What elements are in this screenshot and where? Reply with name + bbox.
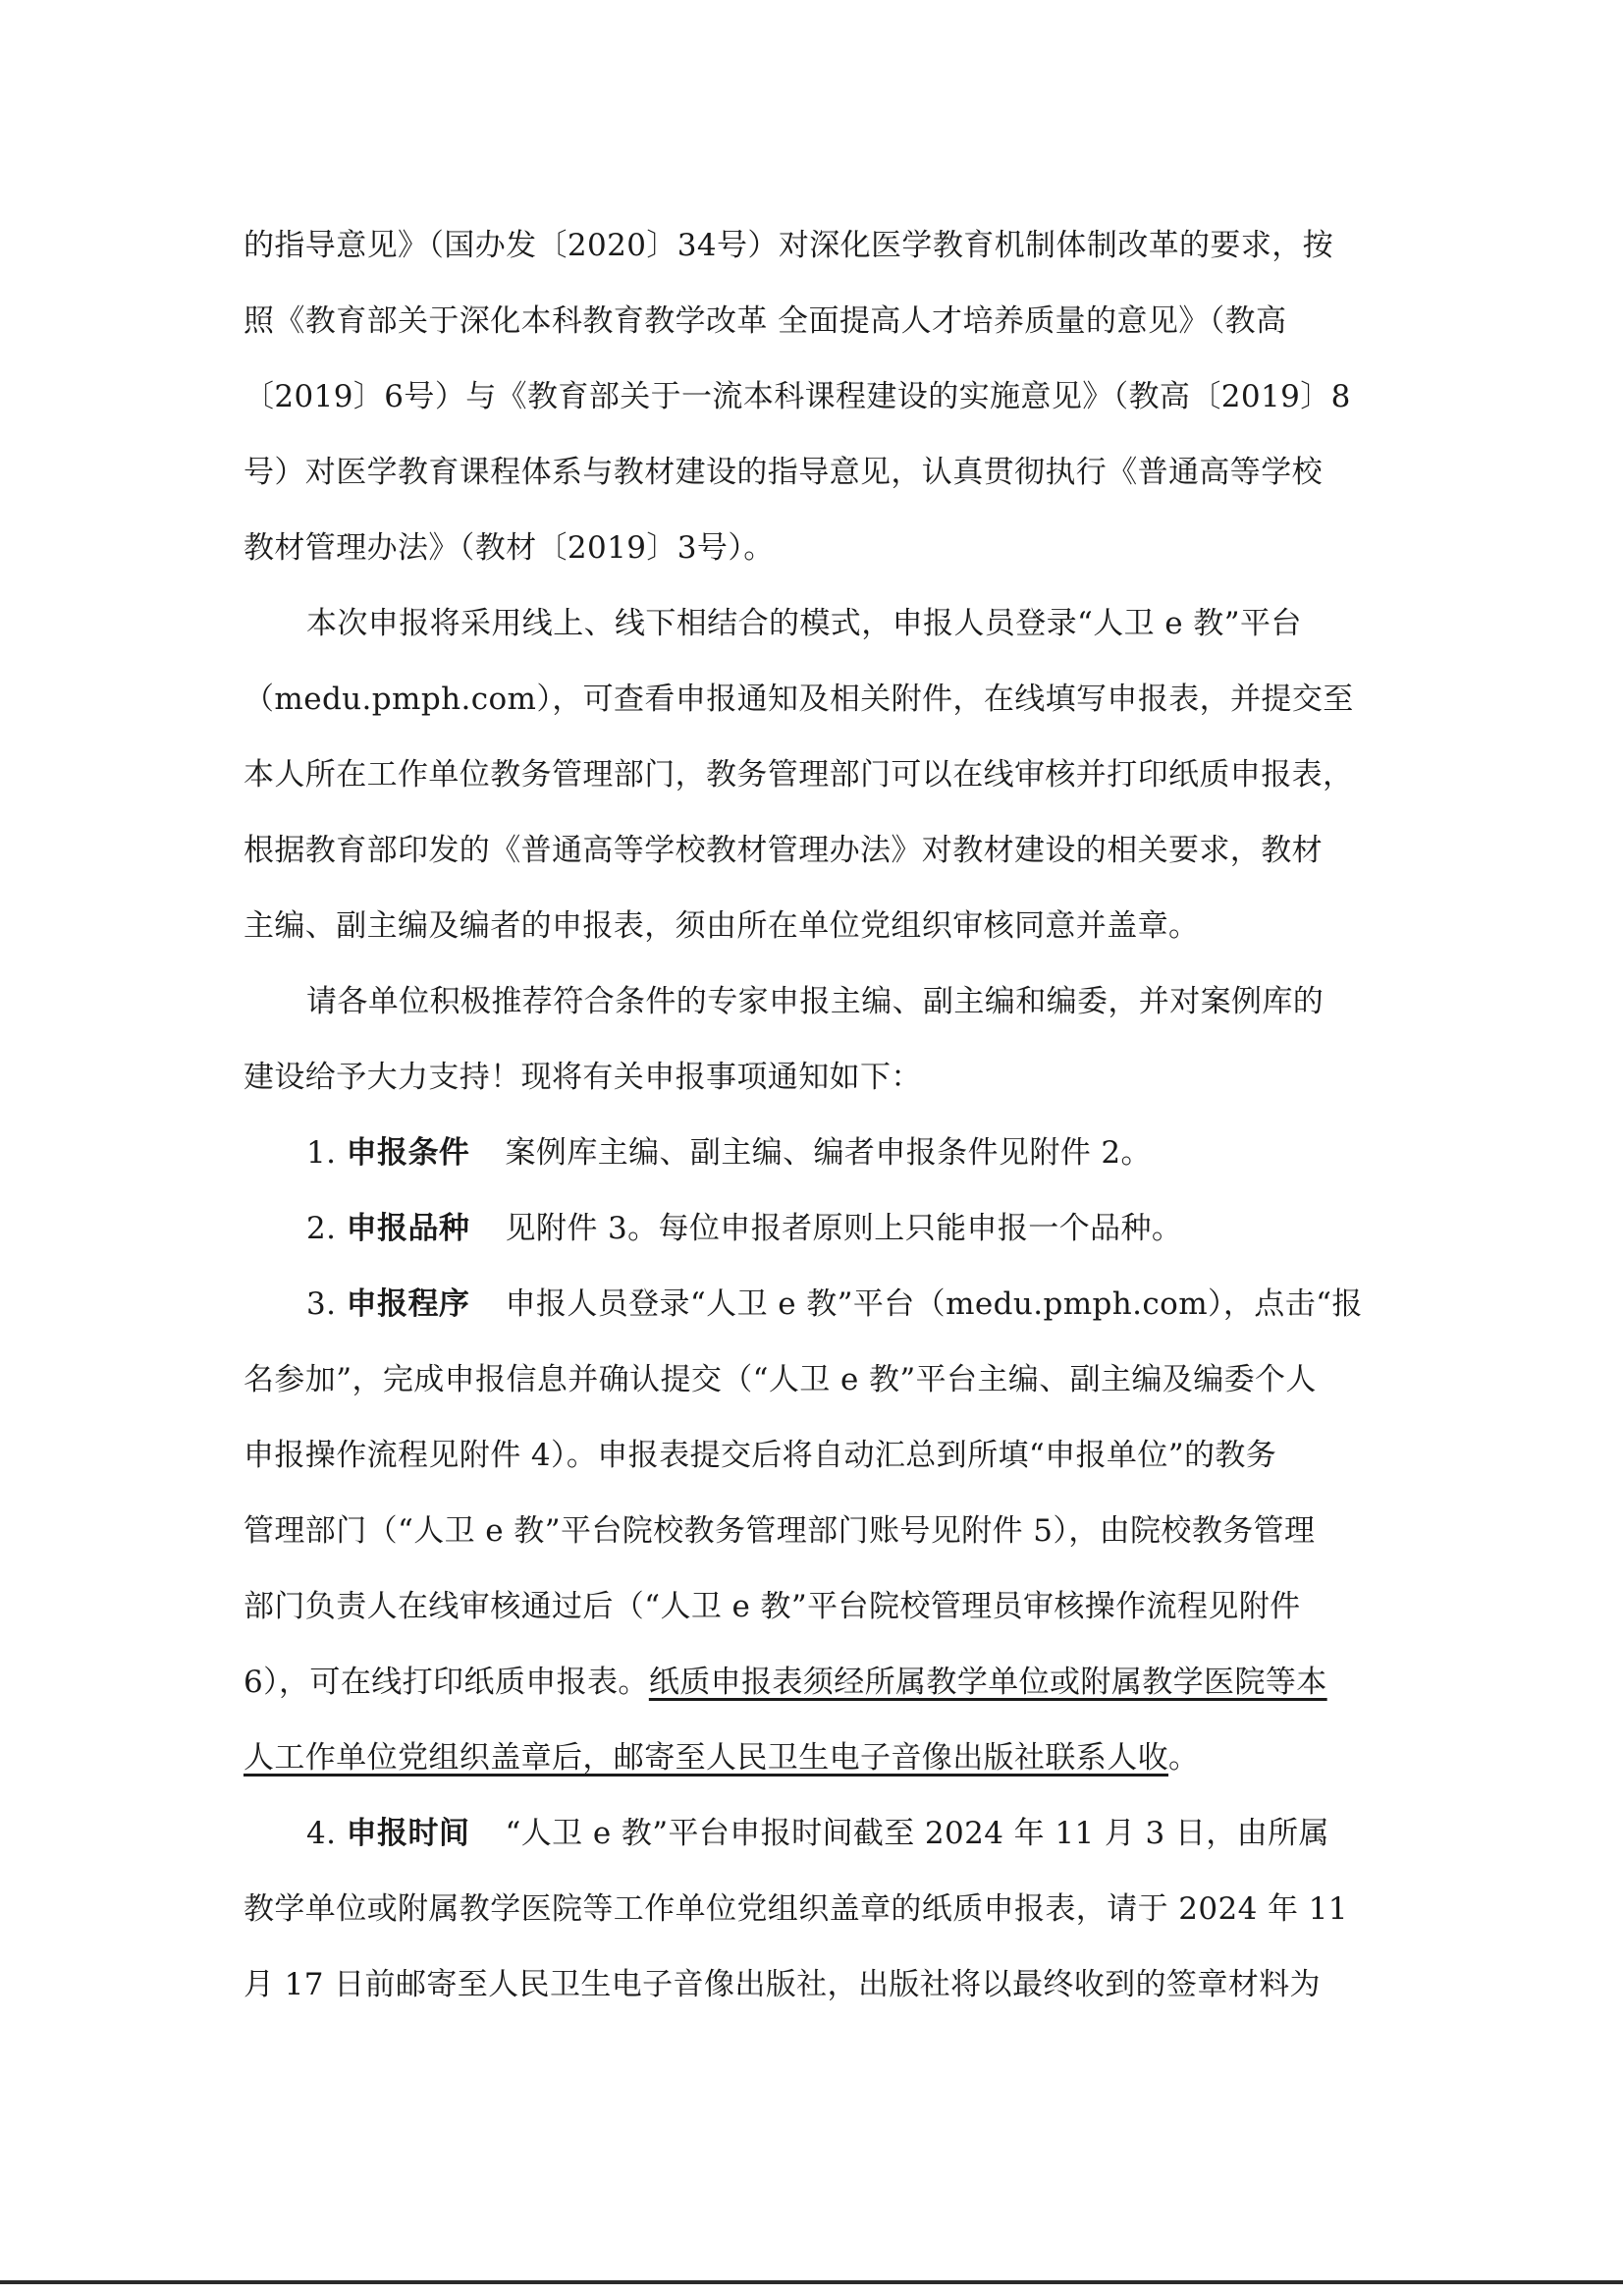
paragraph-line: 号）对医学教育课程体系与教材建设的指导意见，认真贯彻执行《普通高等学校 [243, 455, 1323, 490]
paragraph-line: 本次申报将采用线上、线下相结合的模式，申报人员登录“人卫 e 教”平台 [306, 606, 1302, 641]
paragraph-line: 的指导意见》（国办发〔2020〕34号）对深化医学教育机制体制改革的要求，按 [243, 228, 1334, 263]
paragraph-line: 根据教育部印发的《普通高等学校教材管理办法》对教材建设的相关要求，教材 [243, 833, 1323, 868]
item-number: 3. [306, 1286, 337, 1322]
item-number: 2. [306, 1211, 337, 1246]
list-item [306, 1209, 1182, 1248]
list-item [306, 1814, 1329, 1853]
paragraph-line [243, 1738, 1199, 1777]
paragraph-line: 主编、副主编及编者的申报表，须由所在单位党组织审核同意并盖章。 [243, 908, 1200, 944]
item-title: 申报条件 [346, 1135, 470, 1171]
underlined-text: 人工作单位党组织盖章后，邮寄至人民卫生电子音像出版社联系人收 [243, 1740, 1168, 1776]
paragraph-line: 建设给予大力支持！现将有关申报事项通知如下： [243, 1060, 922, 1095]
paragraph-line: 教材管理办法》（教材〔2019〕3号）。 [243, 530, 775, 566]
paragraph-line: 申报操作流程见附件 4）。申报表提交后将自动汇总到所填“申报单位”的教务 [243, 1438, 1277, 1473]
paragraph-line: 请各单位积极推荐符合条件的专家申报主编、副主编和编委，并对案例库的 [306, 984, 1325, 1019]
paragraph-line: 月 17 日前邮寄至人民卫生电子音像出版社，出版社将以最终收到的签章材料为 [243, 1967, 1321, 2002]
paragraph-line: 教学单位或附属教学医院等工作单位党组织盖章的纸质申报表，请于 2024 年 11 [243, 1891, 1348, 1927]
item-title: 申报品种 [346, 1211, 470, 1246]
paragraph-line: 部门负责人在线审核通过后（“人卫 e 教”平台院校管理员审核操作流程见附件 [243, 1589, 1301, 1624]
paragraph-line [243, 1663, 1327, 1702]
line-text: 6），可在线打印纸质申报表。 [243, 1665, 649, 1700]
item-text: 申报人员登录“人卫 e 教”平台（medu.pmph.com），点击“报 [505, 1286, 1363, 1322]
item-title: 申报时间 [346, 1816, 470, 1851]
scan-edge-divider [0, 2280, 1623, 2284]
item-title: 申报程序 [346, 1286, 470, 1322]
paragraph-line: （medu.pmph.com），可查看申报通知及相关附件，在线填写申报表，并提交至 [243, 682, 1354, 717]
list-item [306, 1285, 1363, 1324]
item-text: “人卫 e 教”平台申报时间截至 2024 年 11 月 3 日，由所属 [505, 1816, 1329, 1851]
paragraph-line: 〔2019〕6号）与《教育部关于一流本科课程建设的实施意见》（教高〔2019〕8 [243, 379, 1351, 414]
paragraph-line: 本人所在工作单位教务管理部门，教务管理部门可以在线审核并打印纸质申报表， [243, 757, 1354, 793]
paragraph-line: 名参加”，完成申报信息并确认提交（“人卫 e 教”平台主编、副主编及编委个人 [243, 1362, 1317, 1397]
item-text: 见附件 3。每位申报者原则上只能申报一个品种。 [505, 1211, 1183, 1246]
item-number: 4. [306, 1816, 337, 1851]
line-text: 。 [1168, 1740, 1200, 1776]
underlined-text: 纸质申报表须经所属教学单位或附属教学医院等本 [648, 1665, 1327, 1700]
list-item [306, 1133, 1152, 1173]
paragraph-line: 照《教育部关于深化本科教育教学改革 全面提高人才培养质量的意见》（教高 [243, 303, 1287, 339]
item-number: 1. [306, 1135, 337, 1171]
item-text: 案例库主编、副主编、编者申报条件见附件 2。 [505, 1135, 1152, 1171]
paragraph-line: 管理部门（“人卫 e 教”平台院校教务管理部门账号见附件 5），由院校教务管理 [243, 1513, 1316, 1549]
